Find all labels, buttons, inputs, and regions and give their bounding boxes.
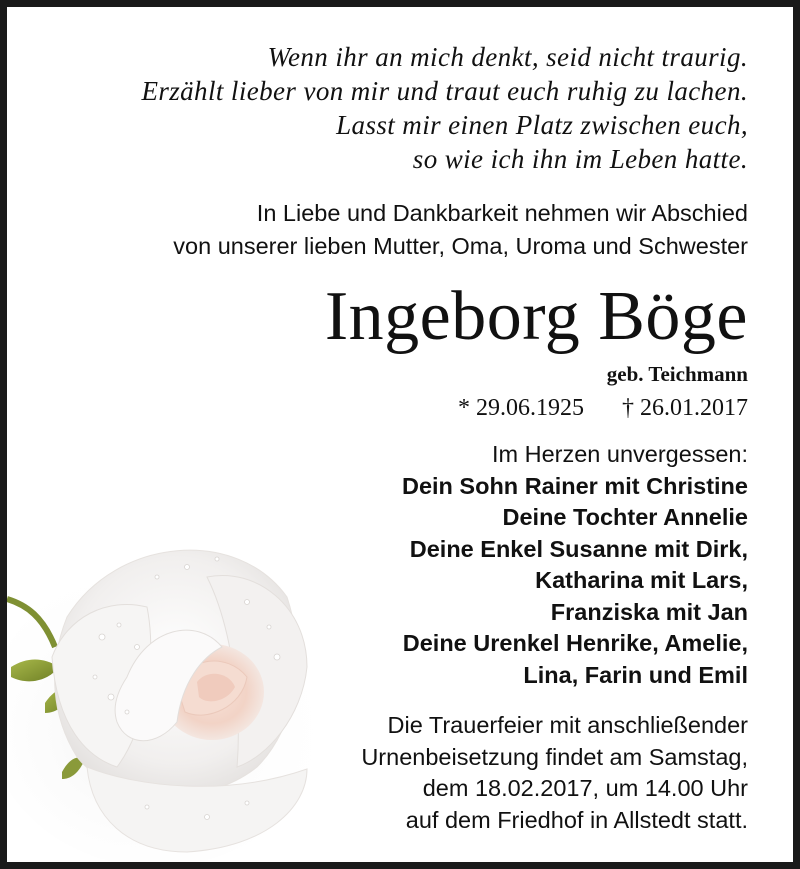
white-rose-image xyxy=(7,507,327,869)
farewell-intro xyxy=(173,197,748,263)
poem-line: Lasst mir einen Platz zwischen euch, xyxy=(336,110,748,140)
maiden-name: geb. Teichmann xyxy=(606,362,748,386)
mourner-line: Dein Sohn Rainer mit Christine xyxy=(401,472,748,499)
poem-line: Erzählt lieber von mir und traut euch ruhig zu lachen. xyxy=(141,76,748,106)
funeral-service-info xyxy=(361,710,748,836)
poem-line: Wenn ihr an mich denkt, seid nicht traurig. xyxy=(267,42,748,72)
service-line: Die Trauerfeier mit anschließender xyxy=(387,712,748,738)
poem-line: so wie ich ihn im Leben hatte. xyxy=(412,144,748,174)
deceased-name: Ingeborg Böge xyxy=(324,278,748,355)
mourner-line: Deine Urenkel Henrike, Amelie, xyxy=(402,630,748,656)
birth-date: * 29.06.1925 xyxy=(458,395,584,421)
service-line: dem 18.02.2017, um 14.00 Uhr xyxy=(422,775,748,801)
service-line: Urnenbeisetzung findet am Samstag, xyxy=(361,743,748,770)
mourner-line: Katharina mit Lars, xyxy=(535,567,748,593)
mourners-list xyxy=(402,439,748,691)
mourner-line: Deine Tochter Annelie xyxy=(502,504,748,530)
life-dates xyxy=(458,393,748,423)
poem xyxy=(141,40,748,176)
death-date: † 26.01.2017 xyxy=(622,395,748,421)
service-line: auf dem Friedhof in Allstedt statt. xyxy=(405,806,748,833)
mourners-lead: Im Herzen unvergessen: xyxy=(491,441,748,467)
intro-line: In Liebe und Dankbarkeit nehmen wir Abschied xyxy=(256,200,748,226)
mourner-line: Franziska mit Jan xyxy=(550,598,748,625)
mourner-line: Lina, Farin und Emil xyxy=(523,661,748,688)
mourner-line: Deine Enkel Susanne mit Dirk, xyxy=(409,535,748,562)
intro-line: von unserer lieben Mutter, Oma, Uroma und Schwester xyxy=(173,233,748,259)
